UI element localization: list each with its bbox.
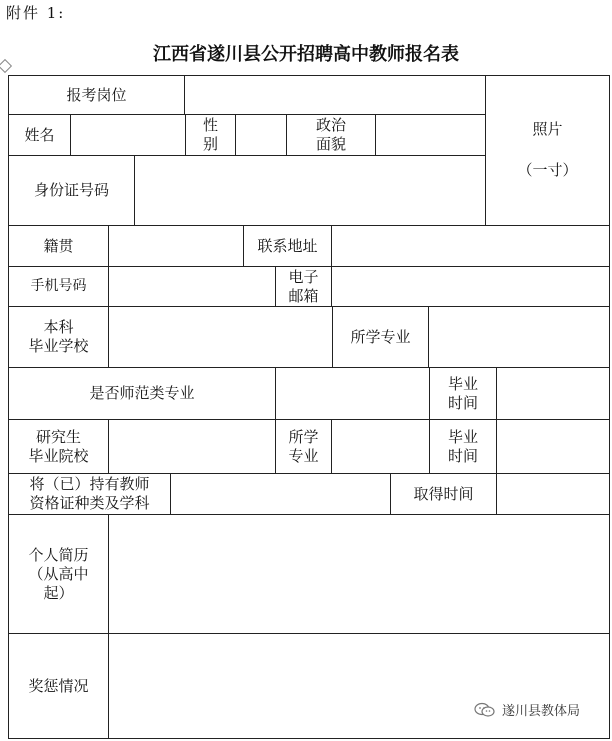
input-postgrad-school[interactable] bbox=[108, 419, 276, 474]
input-phone[interactable] bbox=[108, 266, 276, 307]
label-name: 姓名 bbox=[8, 114, 71, 156]
label-position-applied: 报考岗位 bbox=[8, 75, 185, 115]
label-gender: 性 别 bbox=[185, 114, 236, 156]
wechat-icon bbox=[474, 702, 496, 718]
annex-label: 附件 1: bbox=[6, 4, 66, 22]
input-gender[interactable] bbox=[235, 114, 287, 156]
input-grad-time-2[interactable] bbox=[496, 419, 610, 474]
label-teacher-cert: 将（已）持有教师 资格证种类及学科 bbox=[8, 473, 171, 515]
input-position-applied[interactable] bbox=[184, 75, 486, 115]
input-undergrad-school[interactable] bbox=[108, 306, 333, 368]
input-resume[interactable] bbox=[108, 514, 610, 634]
input-address[interactable] bbox=[331, 225, 610, 267]
label-political: 政治 面貌 bbox=[286, 114, 376, 156]
label-email: 电子 邮箱 bbox=[275, 266, 332, 307]
photo-label: 照片 bbox=[532, 120, 563, 138]
input-postgrad-major[interactable] bbox=[331, 419, 430, 474]
input-name[interactable] bbox=[70, 114, 186, 156]
label-rewards: 奖惩情况 bbox=[8, 633, 109, 739]
input-obtain-time[interactable] bbox=[496, 473, 610, 515]
label-is-normal-major: 是否师范类专业 bbox=[8, 367, 276, 420]
input-undergrad-major[interactable] bbox=[428, 306, 610, 368]
label-phone: 手机号码 bbox=[8, 266, 109, 307]
label-resume: 个人简历 （从高中 起） bbox=[8, 514, 109, 634]
label-id-number: 身份证号码 bbox=[8, 155, 135, 226]
input-native-place[interactable] bbox=[108, 225, 244, 267]
label-postgrad-major: 所学 专业 bbox=[275, 419, 332, 474]
label-grad-time-1: 毕业 时间 bbox=[429, 367, 497, 420]
photo-box bbox=[485, 75, 610, 226]
label-address: 联系地址 bbox=[243, 225, 332, 267]
input-email[interactable] bbox=[331, 266, 610, 307]
label-undergrad-school: 本科 毕业学校 bbox=[8, 306, 109, 368]
input-grad-time-1[interactable] bbox=[496, 367, 610, 420]
label-grad-time-2: 毕业 时间 bbox=[429, 419, 497, 474]
label-obtain-time: 取得时间 bbox=[390, 473, 497, 515]
label-native-place: 籍贯 bbox=[8, 225, 109, 267]
input-political[interactable] bbox=[375, 114, 486, 156]
watermark-badge bbox=[474, 700, 580, 719]
input-rewards[interactable] bbox=[108, 633, 610, 739]
input-is-normal-major[interactable] bbox=[275, 367, 430, 420]
photo-size-label: （一寸） bbox=[517, 161, 578, 179]
watermark-text: 遂川县教体局 bbox=[502, 704, 581, 719]
label-undergrad-major: 所学专业 bbox=[332, 306, 429, 368]
input-id-number[interactable] bbox=[134, 155, 486, 226]
form-title: 江西省遂川县公开招聘高中教师报名表 bbox=[153, 44, 459, 65]
input-teacher-cert[interactable] bbox=[170, 473, 391, 515]
label-postgrad-school: 研究生 毕业院校 bbox=[8, 419, 109, 474]
